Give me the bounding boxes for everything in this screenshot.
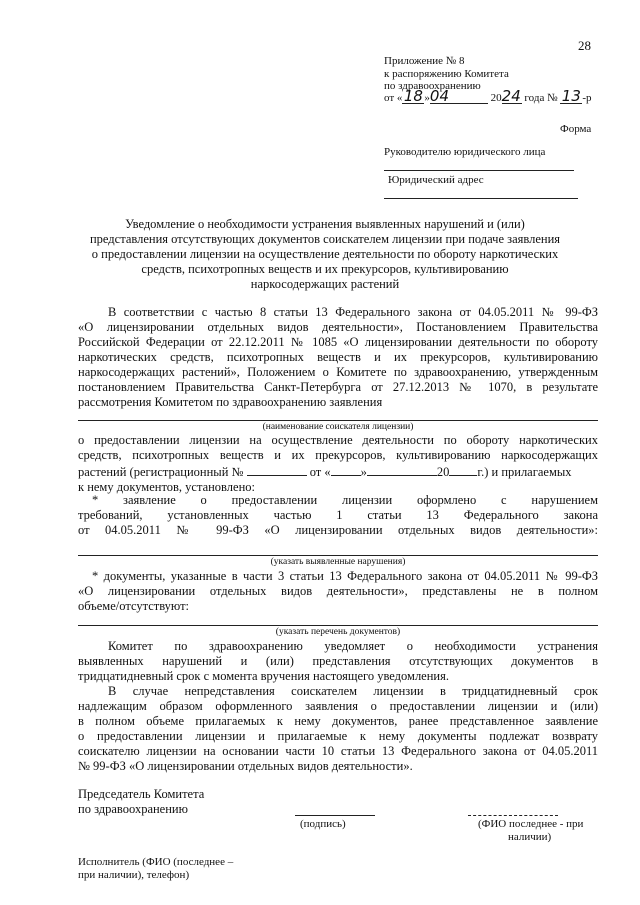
bullet-violations bbox=[78, 493, 598, 538]
text-line: о предоставлении лицензии и прилагаемые к нему документы подлежат возврату bbox=[78, 729, 598, 743]
text-line: № 99-ФЗ «О лицензировании отдельных видов деятельности». bbox=[78, 759, 413, 773]
reg-month-blank bbox=[367, 463, 437, 476]
order-number: 13 bbox=[561, 87, 581, 105]
text-line: средств, психотропных веществ и их прекурсоров, культивированию наркосодержащих bbox=[78, 448, 598, 462]
appendix-line-3: по здравоохранению bbox=[384, 80, 481, 92]
chair-line: Председатель Комитета bbox=[78, 787, 205, 801]
title-line: о предоставлении лицензии на осуществление деятельности по обороту наркотических bbox=[91, 247, 559, 261]
title-line: наркосодержащих растений bbox=[250, 277, 400, 291]
addressee-address: Юридический адрес bbox=[388, 174, 484, 186]
text-line: требований, установленных частью 1 статьи 13 Федерального закона bbox=[78, 508, 598, 522]
text-line: наркотических средств, психотропных веществ и их прекурсоров, культивированию bbox=[78, 350, 598, 364]
caption-signature: (подпись) bbox=[300, 818, 346, 830]
title-line: Уведомление о необходимости устранения выявленных нарушений и (или) bbox=[125, 217, 525, 231]
appendix-date-line bbox=[384, 87, 592, 105]
paragraph-legal-basis bbox=[78, 305, 598, 410]
reg-date-prefix: от « bbox=[309, 465, 331, 479]
bullet-documents bbox=[78, 569, 598, 614]
reg-number-blank bbox=[247, 463, 307, 476]
text-line: о предоставлении лицензии на осуществление деятельности по обороту наркотических bbox=[78, 433, 598, 447]
page-number: 28 bbox=[578, 38, 591, 53]
documents-line bbox=[78, 625, 598, 626]
appendix-line-2: к распоряжению Комитета bbox=[384, 68, 509, 80]
form-label: Форма bbox=[560, 123, 592, 135]
reg-year-blank bbox=[449, 463, 477, 476]
violations-line bbox=[78, 555, 598, 556]
caption-documents: (указать перечень документов) bbox=[275, 627, 401, 637]
caption-fio bbox=[478, 818, 583, 844]
text-line: к нему документов, установлено: bbox=[78, 480, 255, 494]
chair-title bbox=[78, 787, 204, 817]
date-mid: » bbox=[424, 92, 430, 104]
reg-date-mid: » bbox=[360, 465, 367, 479]
reg-day-blank bbox=[331, 463, 361, 476]
text-line: Комитет по здравоохранению уведомляет о необходимости устранения bbox=[108, 639, 598, 653]
text-line: соискателю лицензии на основании части 10 статьи 13 Федерального закона от 04.05.2011 bbox=[78, 744, 598, 758]
fio-line bbox=[468, 815, 558, 816]
order-suffix: -р bbox=[582, 92, 592, 104]
caption-violations: (указать выявленные нарушения) bbox=[270, 557, 406, 567]
paragraph-return bbox=[78, 684, 598, 774]
date-month: 04 bbox=[430, 90, 488, 104]
paragraph-application bbox=[78, 433, 598, 495]
text-line: В случае непредставления соискателем лицензии в тридцатидневный срок bbox=[108, 684, 598, 698]
text-line: постановлением Правительства Санкт-Петербурга от 27.12.2013 № 1070, в результате bbox=[78, 380, 598, 394]
text-line: в полном объеме прилагаемых к нему документов, ранее представленное заявление bbox=[78, 714, 598, 728]
text-line: * документы, указанные в части 3 статьи 13 Федерального закона от 04.05.2011 № 99-ФЗ bbox=[92, 569, 598, 583]
addressee-head-line bbox=[384, 170, 574, 171]
text-line: * заявление о предоставлении лицензии оформлено с нарушением bbox=[92, 493, 598, 507]
executor-line: Исполнитель (ФИО (последнее – bbox=[78, 856, 234, 868]
document-title bbox=[70, 217, 580, 292]
signature-line bbox=[295, 815, 375, 816]
date-suffix: года № bbox=[524, 92, 558, 104]
title-line: средств, психотропных веществ и их прекурсоров, культивированию bbox=[141, 262, 509, 276]
text-line: наркосодержащих растений», Положением о Комитете по здравоохранению, утвержденным bbox=[78, 365, 598, 379]
reg-number-label: растений (регистрационный № bbox=[78, 465, 244, 479]
text-line: выявленных нарушений и (или) представления отсутствующих документов в bbox=[78, 654, 598, 668]
fio-caption-line: наличии) bbox=[508, 831, 552, 843]
appendix-line-1: Приложение № 8 bbox=[384, 55, 465, 67]
title-line: представления отсутствующих документов соискателем лицензии при подаче заявления bbox=[89, 232, 561, 246]
text-line: рассмотрения Комитетом по здравоохранению заявления bbox=[78, 395, 383, 409]
text-line: «О лицензировании отдельных видов деятельности», Постановлением Правительства bbox=[78, 320, 598, 334]
applicant-name-line bbox=[78, 420, 598, 421]
text-line: Российской Федерации от 22.12.2011 № 1085 «О лицензировании деятельности по обороту bbox=[78, 335, 598, 349]
date-prefix: от « bbox=[384, 92, 403, 104]
text-line: тридцатидневный срок с момента вручения настоящего уведомления. bbox=[78, 669, 449, 683]
fio-caption-line: (ФИО последнее - при bbox=[478, 818, 584, 830]
text-line: надлежащим образом оформленного заявления о предоставлении лицензии и (или) bbox=[78, 699, 598, 713]
reg-year-prefix: 20 bbox=[436, 465, 450, 479]
caption-applicant: (наименование соискателя лицензии) bbox=[262, 422, 414, 432]
executor-line: при наличии), телефон) bbox=[78, 869, 190, 881]
executor bbox=[78, 856, 233, 882]
date-day: 18 bbox=[403, 87, 423, 105]
date-year: 24 bbox=[501, 87, 521, 105]
text-line: объеме/отсутствуют: bbox=[78, 599, 190, 613]
reg-date-suffix: г.) и прилагаемых bbox=[477, 465, 572, 479]
addressee-head: Руководителю юридического лица bbox=[384, 146, 546, 158]
paragraph-notification bbox=[78, 639, 598, 684]
registration-line bbox=[78, 463, 598, 480]
chair-line: по здравоохранению bbox=[78, 802, 188, 816]
text-line: «О лицензировании отдельных видов деятельности», представлены не в полном bbox=[78, 584, 598, 598]
addressee-address-line bbox=[384, 198, 578, 199]
text-line: В соответствии с частью 8 статьи 13 Федерального закона от 04.05.2011 № 99-ФЗ bbox=[108, 305, 598, 319]
text-line: от 04.05.2011 № 99-ФЗ «О лицензировании отдельных видов деятельности»: bbox=[78, 523, 598, 537]
date-year-prefix: 20 bbox=[490, 92, 502, 104]
